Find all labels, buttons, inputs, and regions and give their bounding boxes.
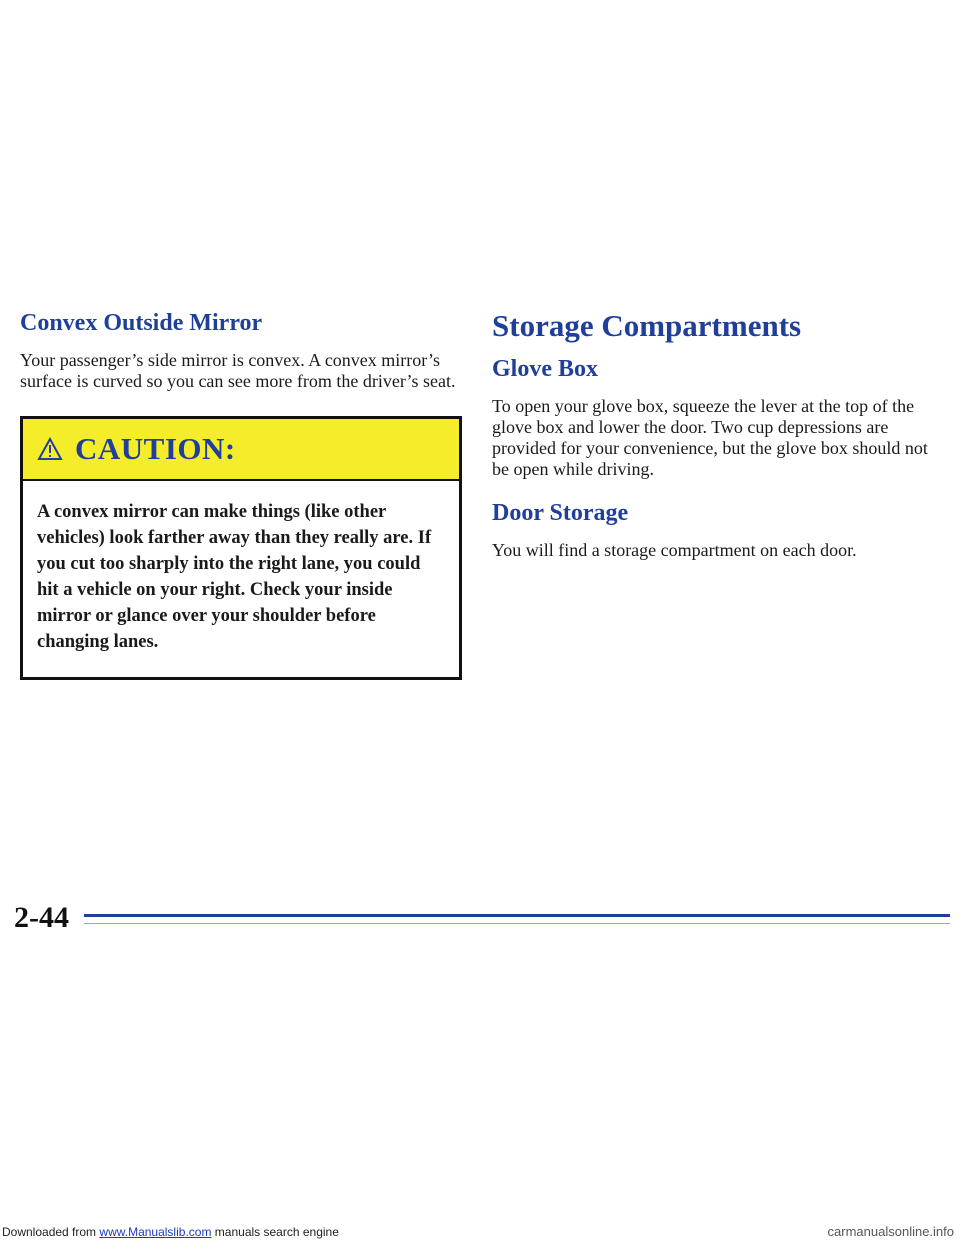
glove-box-heading: Glove Box bbox=[492, 356, 598, 382]
left-column bbox=[20, 308, 468, 680]
watermark-text: carmanualsonline.info bbox=[827, 1224, 954, 1239]
download-credit bbox=[2, 1222, 339, 1242]
caution-box bbox=[20, 416, 462, 680]
door-storage-section bbox=[492, 498, 932, 561]
glove-box-paragraph: To open your glove box, squeeze the lever at the top of the glove box and lower the door. Two cup depressions are provided for your convenience, but the glove box should not be open while driving. bbox=[492, 396, 928, 479]
footer-rule bbox=[84, 914, 950, 917]
right-column bbox=[492, 308, 932, 561]
caution-text: A convex mirror can make things (like other vehicles) look farther away than they really are. If you cut too sharply into the right lane, you could hit a vehicle on your right. Check your inside mirror or glance over your shoulder before changing lanes. bbox=[37, 502, 432, 652]
download-bar bbox=[0, 1222, 960, 1242]
caution-header bbox=[23, 419, 459, 481]
warning-triangle-icon bbox=[37, 437, 63, 461]
page-footer bbox=[14, 900, 946, 936]
manualslib-link[interactable]: www.Manualslib.com bbox=[99, 1225, 212, 1239]
door-storage-heading: Door Storage bbox=[492, 500, 629, 526]
glove-box-section bbox=[492, 354, 932, 480]
footer-rule-thin bbox=[84, 923, 950, 924]
convex-mirror-paragraph: Your passenger’s side mirror is convex. A convex mirror’s surface is curved so you can see more from the driver’s seat. bbox=[20, 350, 456, 391]
door-storage-paragraph: You will find a storage compartment on each door. bbox=[492, 540, 857, 560]
download-prefix: Downloaded from bbox=[2, 1225, 97, 1239]
caution-title: CAUTION: bbox=[75, 431, 236, 466]
convex-mirror-heading: Convex Outside Mirror bbox=[20, 310, 263, 336]
storage-compartments-heading: Storage Compartments bbox=[492, 308, 802, 343]
page-number: 2-44 bbox=[14, 901, 69, 934]
download-suffix: manuals search engine bbox=[214, 1225, 339, 1239]
